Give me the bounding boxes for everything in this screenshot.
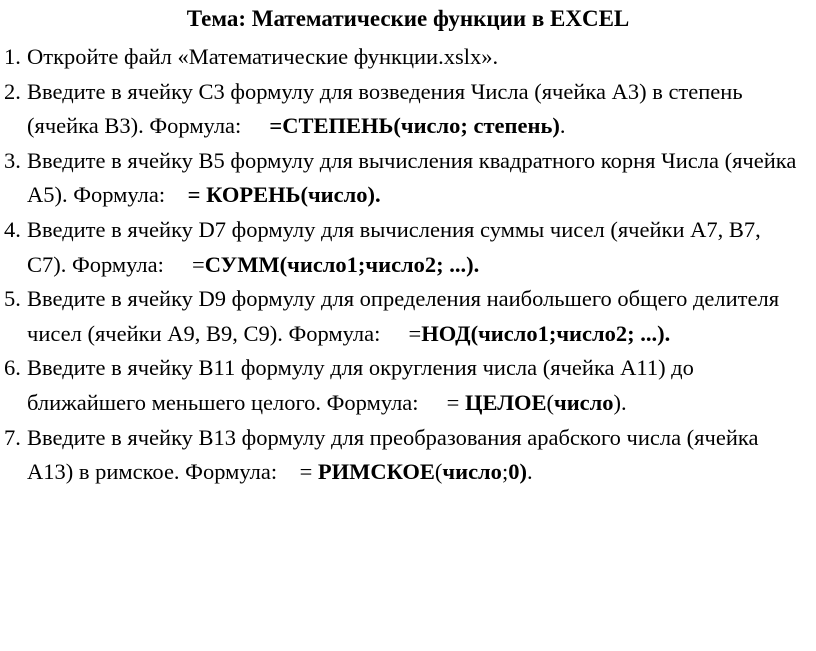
list-item (4, 75, 804, 144)
formula-open: ( (546, 389, 554, 415)
item-number: 5. (4, 286, 21, 312)
formula-prefix: = (446, 389, 465, 415)
item-number: 2. (4, 78, 21, 104)
page-title: Тема: Математические функции в EXCEL (186, 6, 630, 31)
formula-prefix: = (192, 251, 205, 277)
item-number: 7. (4, 424, 21, 450)
formula-suffix: ). (613, 389, 627, 415)
item-number: 4. (4, 216, 21, 242)
formula-text: ЦЕЛОЕ (465, 389, 547, 415)
formula-prefix: = (299, 459, 318, 485)
item-number: 6. (4, 355, 21, 381)
formula-text: =СТЕПЕНЬ(число; степень) (269, 113, 560, 139)
list-item (4, 421, 804, 490)
formula-open: ( (434, 459, 443, 485)
item-number: 1. (4, 44, 21, 69)
item-number: 3. (4, 147, 21, 173)
formula-text: СУММ(число1;число2; ...). (204, 251, 480, 277)
item-text: Введите в ячейку В13 формулу для преобразования арабского числа (ячейка А13) в римское. Формула: (27, 424, 759, 485)
item-text: Откройте файл «Математические функции.xslx». (27, 44, 499, 69)
formula-text: = КОРЕНЬ(число). (187, 182, 381, 208)
list-item (4, 40, 804, 75)
list-item (4, 144, 804, 213)
list-item (4, 213, 804, 282)
item-text: Введите в ячейку В11 формулу для округления числа (ячейка А11) до ближайшего меньшего целого. Формула: (27, 355, 694, 415)
formula-arg2: 0) (508, 459, 527, 485)
item-text: Введите в ячейку С3 формулу для возведения Числа (ячейка А3) в степень (ячейка В3). Формула: (27, 78, 743, 139)
task-list (4, 40, 804, 490)
item-text: Введите в ячейку D9 формулу для определения наибольшего общего делителя чисел (ячейки А9, В9, С9). Формула: (27, 286, 780, 346)
formula-arg: число (554, 389, 614, 415)
formula-text: НОД(число1;число2; ...). (421, 320, 671, 346)
formula-arg: число (442, 459, 502, 485)
list-item (4, 351, 804, 420)
formula-prefix: = (408, 320, 422, 346)
formula-suffix: . (559, 113, 566, 139)
list-item (4, 282, 804, 351)
item-text: Введите в ячейку В5 формулу для вычисления квадратного корня Числа (ячейка А5). Формула: (27, 147, 797, 208)
formula-separator: ; (501, 459, 509, 485)
formula-text: РИМСКОЕ (317, 459, 435, 485)
item-text: Введите в ячейку D7 формулу для вычисления суммы чисел (ячейки А7, В7, С7). Формула: (27, 216, 761, 277)
formula-suffix: . (526, 459, 533, 485)
